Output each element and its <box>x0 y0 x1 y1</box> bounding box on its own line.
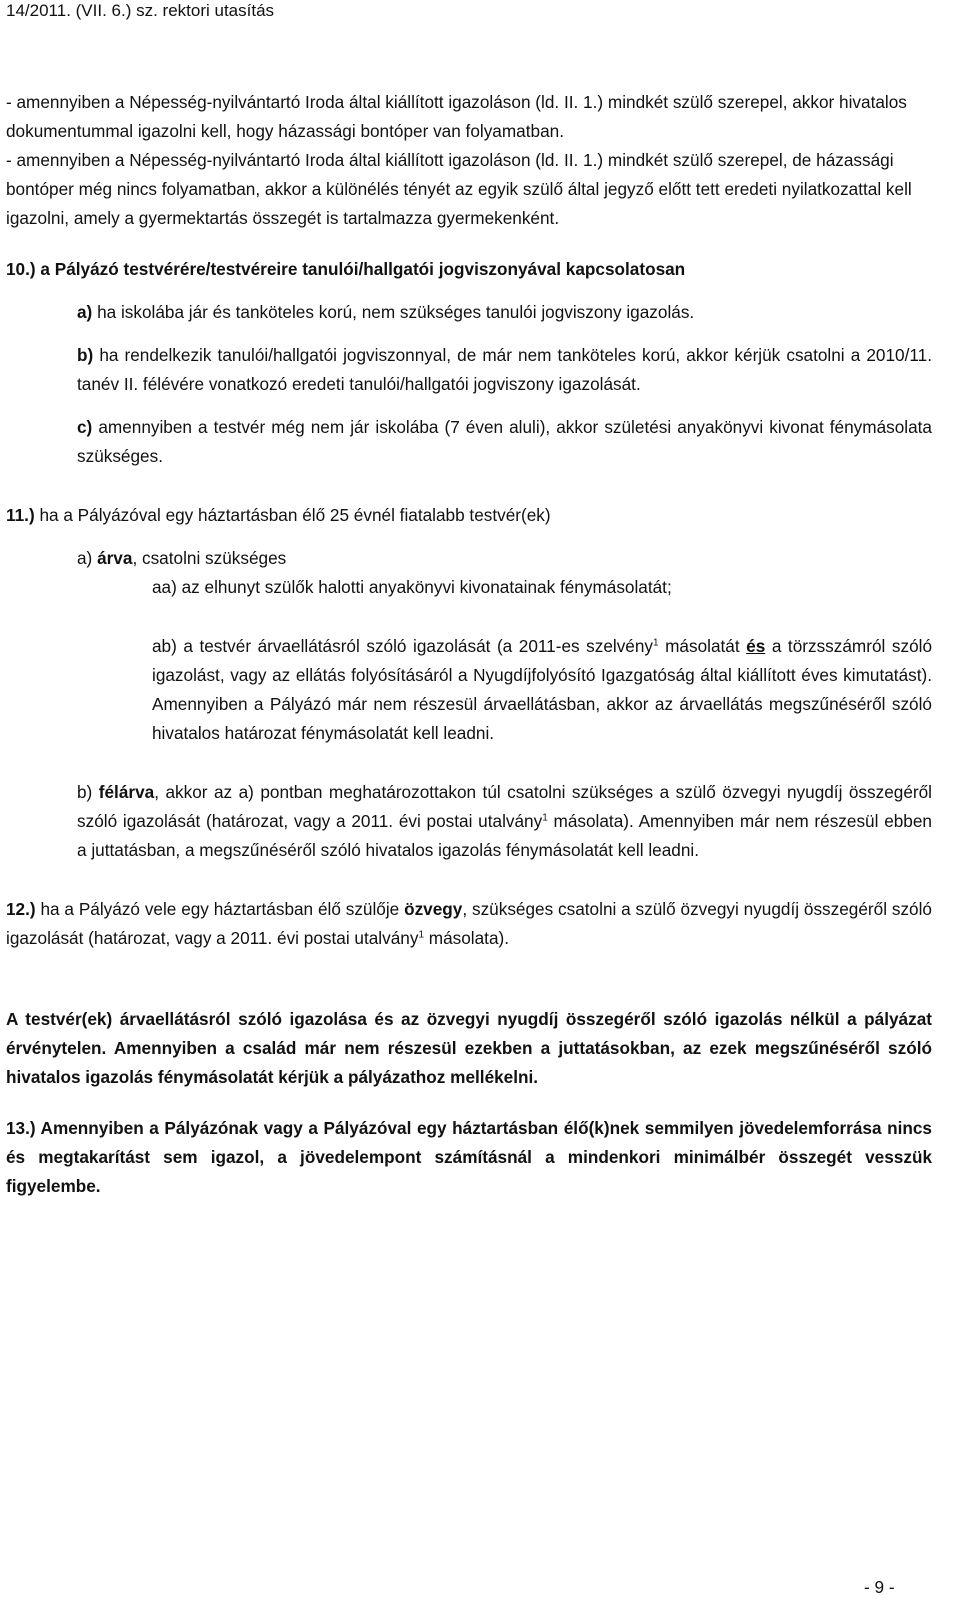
section-keyword: özvegy <box>404 899 463 919</box>
footnote-marker: 1 <box>542 812 548 824</box>
section-11-item-ab <box>152 632 932 748</box>
item-text: a törzsszámról szóló igazolást, vagy az ellátás folyósításáról a Nyugdíjfolyósító Igazgatóság által kiállított éves kimutatást). Amennyiben a Pályázó már nem részesül árvaellátásban, akkor az árvaellátás megszűnéséről szóló hivatalos határozat fénymásolatát kell leadni. <box>152 636 933 743</box>
section-text: ha a Pályázóval egy háztartásban élő 25 évnél fiatalabb testvér(ek) <box>34 505 551 525</box>
section-number: 11.) <box>6 505 35 525</box>
page-number: - 9 - <box>864 1577 895 1597</box>
section-10-item-a <box>77 298 932 327</box>
section-12 <box>6 895 932 953</box>
section-11-item-b <box>77 778 932 865</box>
item-text: , akkor az a) pontban meghatározottakon túl csatolni szükséges a szülő özvegyi nyugdíj összegéről szóló igazolását (határozat, vagy a 2011. évi postai utalvány <box>77 782 932 831</box>
item-emphasis: és <box>746 636 766 656</box>
section-13: 13.) Amennyiben a Pályázónak vagy a Pályázóval egy háztartásban élő(k)nek semmilyen jövedelemforrása nincs és megtakarítást sem igazol, a jövedelempont számításnál a mindenkori minimálbér összegét vesszük figyelembe. <box>6 1118 932 1196</box>
intro-item: - amennyiben a Népesség-nyilvántartó Iroda által kiállított igazoláson (ld. II. 1.) mindkét szülő szerepel, akkor hivatalos dokumentummal igazolni kell, hogy házassági bontóper van folyamatban. <box>6 92 907 141</box>
intro-list <box>6 88 932 233</box>
item-text: amennyiben a testvér még nem jár iskolába (7 éven aluli), akkor születési anyakönyvi kivonat fénymásolata szükséges. <box>77 417 932 466</box>
item-label: b) <box>77 345 94 365</box>
item-keyword: árva <box>97 548 133 568</box>
item-text: , csatolni szükséges <box>132 548 287 568</box>
item-label: a) <box>77 548 98 568</box>
item-text: ha rendelkezik tanulói/hallgatói jogviszonnyal, de már nem tanköteles korú, akkor kérjük csatolni a 2010/11. tanév II. félévére vonatkozó eredeti tanulói/hallgatói jogviszony igazolását. <box>77 345 932 394</box>
item-text: másolatát <box>658 636 747 656</box>
section-10-item-b <box>77 341 932 399</box>
item-label: b) <box>77 782 99 802</box>
page-footer <box>0 1573 960 1602</box>
section-number: 12.) <box>6 899 36 919</box>
section-text: , szükséges csatolni a szülő özvegyi nyugdíj összegéről szóló igazolását (határozat, vagy a 2011. évi postai utalvány <box>6 899 932 948</box>
item-text: másolata). Amennyiben már nem részesül ebben a juttatásban, a megszűnéséről szóló hivatalos igazolás fénymásolatát kell leadni. <box>77 811 932 860</box>
footnote-marker: 1 <box>653 637 659 649</box>
item-label: c) <box>77 417 93 437</box>
section-11-item-a <box>77 544 932 573</box>
item-text: ab) a testvér árvaellátásról szóló igazolását (a 2011-es szelvény <box>152 636 654 656</box>
intro-item: - amennyiben a Népesség-nyilvántartó Iroda által kiállított igazoláson (ld. II. 1.) mindkét szülő szerepel, de házassági bontóper még nincs folyamatban, akkor a különélés tényét az egyik szülő által jegyző előtt tett eredeti nyilatkozattal kell igazolni, amely a gyermektartás összegét is tartalmazza gyermekenként. <box>6 150 912 228</box>
item-label: a) <box>77 302 93 322</box>
document-body <box>6 88 932 1201</box>
section-text: másolata). <box>424 928 510 948</box>
item-keyword: félárva <box>98 782 155 802</box>
section-11-heading <box>6 501 932 530</box>
section-10-heading: 10.) a Pályázó testvérére/testvéreire tanulói/hallgatói jogviszonyával kapcsolatosan <box>6 259 686 279</box>
section-11-item-aa: aa) az elhunyt szülők halotti anyakönyvi kivonatainak fénymásolatát; <box>152 577 672 597</box>
footnote-marker: 1 <box>418 929 424 941</box>
section-text: ha a Pályázó vele egy háztartásban élő szülője <box>35 899 405 919</box>
item-text: ha iskolába jár és tanköteles korú, nem szükséges tanulói jogviszony igazolás. <box>92 302 695 322</box>
section-10-item-c <box>77 413 932 471</box>
validity-notice: A testvér(ek) árvaellátásról szóló igazolása és az özvegyi nyugdíj összegéről szóló igazolás nélkül a pályázat érvénytelen. Amennyiben a család már nem részesül ezekben a juttatásokban, az ezek megszűnéséről szóló hivatalos igazolás fénymásolatát kérjük a pályázathoz mellékelni. <box>6 1009 932 1087</box>
document-header: 14/2011. (VII. 6.) sz. rektori utasítás <box>6 1 275 20</box>
